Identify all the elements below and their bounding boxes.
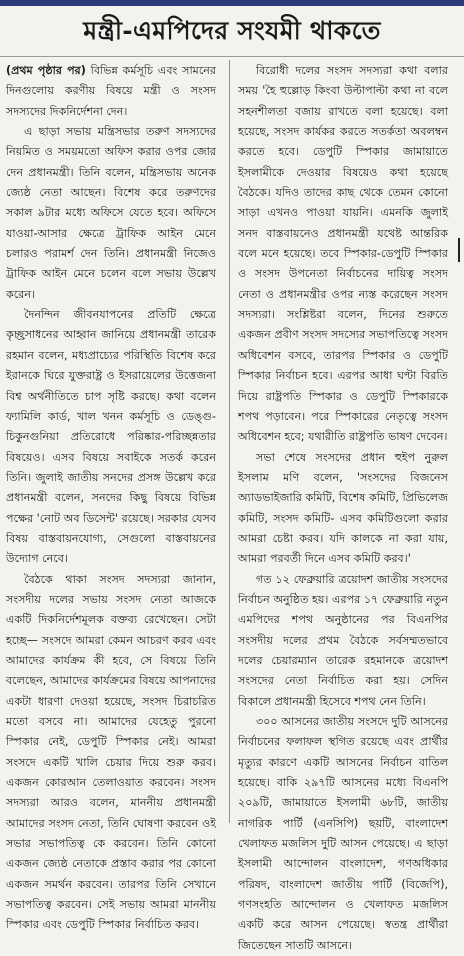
left-paragraph-2: এ ছাড়া সভায় মন্ত্রিসভার তরুণ সদস্যদের নিয়মিত ও সময়মতো অফিস করার ওপর জোর দেন প্রধানমন্ত্রী। তিনি বলেন, মন্ত্রিসভায় অনেক জ্যেষ্ঠ নেতা আছেন। বিশেষ করে তরুণদের সকাল ৯টার মধ্যে অফিসে যেতে হবে। অফিসে যাওয়া-আসার ক্ষেত্রে ট্রাফিক আইন মেনে চলারও পরামর্শ দেন তিনি। প্রধানমন্ত্রী নিজেও ট্রাফিক আইন মেনে চলেন বলে সভায় উল্লেখ করেন। bbox=[6, 125, 216, 301]
headline: মন্ত্রী-এমপিদের সংযমী থাকতে bbox=[83, 16, 381, 45]
continuation-label: (প্রথম পৃষ্ঠার পর) bbox=[6, 64, 86, 77]
page-top-rule bbox=[0, 0, 464, 6]
left-paragraph-1-text: বিভিন্ন কর্মসূচি এবং সামনের দিনগুলোয় করণীয় বিষয়ে মন্ত্রী ও সংসদ সদস্যদের দিকনির্দেশনা দেন। bbox=[6, 64, 216, 118]
right-paragraph-1: বিরোধী দলের সংসদ সদস্যরা কথা বলার সময় 'হৈ হুল্লোড় কিংবা উল্টাপাল্টা কথা না বলে সহনশীলতা বজায় রাখতে বলা হয়েছে। বলা হয়েছে, সংসদ কার্যকর করতে সতর্কতা অবলম্বন করতে হবে। ডেপুটি স্পিকার জামায়াতে ইসলামীকে দেওয়ার বিষয়েও কথা হয়েছে বৈঠকে। যদিও তাদের কাছ থেকে তেমন কোনো সাড়া এখনও পাওয়া যায়নি। এমনকি জুলাই সনদ বাস্তবায়নেও প্রধানমন্ত্রী যথেষ্ট আন্তরিক বলে মনে হয়েছে। তবে স্পিকার-ডেপুটি স্পিকার ও সংসদ উপনেতা নির্বাচনের দায়িত্ব সংসদ নেতা ও প্রধানমন্ত্রীর ওপর ন্যস্ত করেছেন সংসদ সদস্যরা। সংশ্লিষ্টরা বলেন, দিনের শুরুতে একজন প্রবীণ সংসদ সদস্যের সভাপতিত্বে সংসদ অধিবেশন বসবে, তারপর স্পিকার ও ডেপুটি স্পিকার নির্বাচন হবে। এরপর আধা ঘণ্টা বিরতি দিয়ে রাষ্ট্রপতি স্পিকার ও ডেপুটি স্পিকারকে শপথ পড়াবেন। পরে স্পিকারের নেতৃত্বে সংসদ অধিবেশন হবে; যথারীতি রাষ্ট্রপতি ভাষণ দেবেন। bbox=[238, 64, 448, 444]
column-divider bbox=[229, 60, 230, 823]
headline-rule bbox=[0, 56, 464, 57]
left-paragraph-3: দৈনন্দিন জীবনযাপনের প্রতিটি ক্ষেত্রে কৃচ্ছ্রসাধনের আহ্বান জানিয়ে প্রধানমন্ত্রী তারেক রহমান বলেন, মধ্যপ্রাচ্যের পরিস্থিতি বিশেষ করে ইরানকে ঘিরে যুক্তরাষ্ট্র ও ইসরায়েলের উত্তেজনা বিশ্ব অর্থনীতিতে চাপ সৃষ্টি করছে। কথা বলেন ফ্যামিলি কার্ড, খাল খনন কর্মসূচি ও ডেঙ্গু-চিকুনগুনিয়া প্রতিরোধে পরিষ্কার-পরিচ্ছন্নতার বিষয়েও। এসব বিষয়ে সবাইকে সতর্ক করেন তিনি। জুলাই জাতীয় সনদের প্রসঙ্গ উল্লেখ করে প্রধানমন্ত্রী বলেন, সনদের কিছু বিষয়ে বিভিন্ন পক্ষের 'নোট অব ডিসেন্ট' রয়েছে। সরকার যেসব বিষয় বাস্তবায়নযোগ্য, সেগুলো বাস্তবায়নের উদ্যোগ নেবে। bbox=[6, 308, 216, 566]
page-edge-mark bbox=[458, 238, 460, 262]
left-column bbox=[6, 61, 216, 932]
right-paragraph-3: গত ১২ ফেব্রুয়ারি ত্রয়োদশ জাতীয় সংসদের নির্বাচন অনুষ্ঠিত হয়। এরপর ১৭ ফেব্রুয়ারি নতুন এমপিদের শপথ অনুষ্ঠানের পর বিএনপির সংসদীয় দলের প্রথম বৈঠকে সর্বসম্মতভাবে দলের চেয়ারম্যান তারেক রহমানকে ত্রয়োদশ সংসদের নেতা নির্বাচিত করা হয়। সেদিন বিকালে প্রধানমন্ত্রী হিসেবে শপথ নেন তিনি। bbox=[238, 572, 448, 708]
left-paragraph-4: বৈঠকে থাকা সংসদ সদস্যরা জানান, সংসদীয় দলের সভায় সংসদ নেতা আজকে একটি দিকনির্দেশমূলক বক্তব্য রেখেছেন। সেটা হচ্ছে— সংসদে আমরা কেমন আচরণ করব এবং আমাদের কার্যক্রম কী হবে, সে বিষয়ে তিনি বলেছেন, আমাদের কার্যক্রমের বিষয়ে আপনাদের একটা ধারণা দেওয়া হয়েছে, সংসদ চিরাচরিত মতো বসবে না। আমাদের যেহেতু পুরনো স্পিকার নেই, ডেপুটি স্পিকার নেই। আমরা সংসদে একটি খালি চেয়ার দিয়ে শুরু করব। একজন কোরআন তেলাওয়াত করবেন। সংসদ সদস্যরা আরও বলেন, মাননীয় প্রধানমন্ত্রী আমাদের সংসদ নেতা, তিনি ঘোষণা করবেন ওই সভার সভাপতিত্ব কে করবেন। তিনি কোনো একজন জ্যেষ্ঠ নেতাকে প্রস্তাব করার পর কোনো একজন সমর্থন করবেন। তারপর তিনি সেখানে সভাপতিত্ব করবেন। সেই সভায় আমরা মাননীয় স্পিকার এবং ডেপুটি স্পিকার নির্বাচিত করব। bbox=[6, 572, 216, 932]
left-paragraph-1 bbox=[6, 61, 216, 122]
right-paragraph-2: সভা শেষে সংসদের প্রধান হুইপ নুরুল ইসলাম মণি বলেন, 'সংসদের বিজনেস অ্যাডভাইজারি কমিটি, বিশেষ কমিটি, প্রিভিলেজ কমিটি, সংসদ কমিটি- এসব কমিটিগুলো করার আমরা চেষ্টা করব। যদি কালকে না করা যায়, আমরা পরবর্তী দিনে এসব কমিটি করব।' bbox=[238, 450, 448, 566]
right-column bbox=[238, 61, 448, 952]
right-paragraph-4: ৩০০ আসনের জাতীয় সংসদে দুটি আসনের নির্বাচনের ফলাফল স্থগিত রয়েছে এবং প্রার্থীর মৃত্যুর কারণে একটি আসনের নির্বাচন বাতিল হয়েছে। বাকি ২৯৭টি আসনের মধ্যে বিএনপি ২০৯টি, জামায়াতে ইসলামী ৬৮টি, জাতীয় নাগরিক পার্টি (এনসিপি) ছয়টি, বাংলাদেশ খেলাফত মজলিস দুটি আসন পেয়েছে। এ ছাড়া ইসলামী আন্দোলন বাংলাদেশ, গণঅধিকার পরিষদ, বাংলাদেশ জাতীয় পার্টি (বিজেপি), গণসংহতি আন্দোলন ও খেলাফত মজলিস একটি করে আসন পেয়েছে। স্বতন্ত্র প্রার্থীরা জিতেছেন সাতটি আসনে। bbox=[238, 715, 448, 952]
